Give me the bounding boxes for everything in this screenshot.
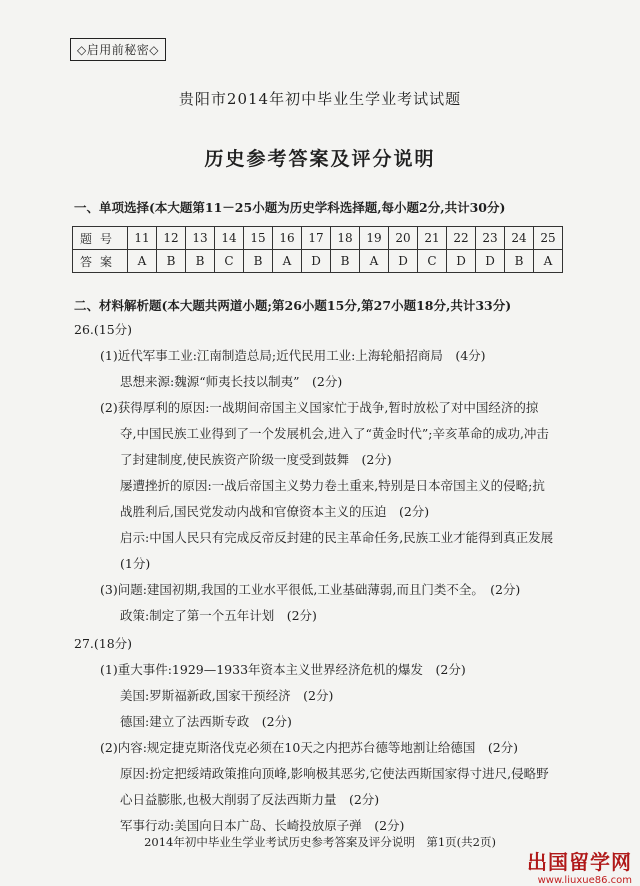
answer-cell: B [186, 250, 215, 273]
question-number-cell: 13 [186, 227, 215, 250]
question-27-number: 27.(18分) [74, 636, 133, 651]
q26-part2-line: (1分) [120, 556, 151, 571]
page-footer: 2014年初中毕业生学业考试历史参考答案及评分说明 第1页(共2页) [144, 835, 496, 849]
row-label-answer: 答案 [73, 250, 128, 273]
q27-part2-line: 军事行动:美国向日本广岛、长崎投放原子弹 (2分) [120, 818, 405, 833]
q26-part2-line: 夺,中国民族工业得到了一个发展机会,进入了“黄金时代”;辛亥革命的成功,冲击 [120, 426, 549, 441]
answer-row [73, 250, 563, 273]
answer-cell: B [244, 250, 273, 273]
answer-cell: D [476, 250, 505, 273]
row-label-number: 题号 [73, 227, 128, 250]
q27-part1-line: 美国:罗斯福新政,国家干预经济 (2分) [120, 688, 334, 703]
answer-cell: A [534, 250, 563, 273]
exam-title: 贵阳市2014年初中毕业生学业考试试题 [178, 90, 462, 108]
question-number-row [73, 227, 563, 250]
q26-part1-line: (1)近代军事工业:江南制造总局;近代民用工业:上海轮船招商局 (4分) [100, 348, 486, 363]
question-number-cell: 12 [157, 227, 186, 250]
q26-part2-line: 启示:中国人民只有完成反帝反封建的民主革命任务,民族工业才能得到真正发展 [120, 530, 554, 545]
q27-part1-line: (1)重大事件:1929—1933年资本主义世界经济危机的爆发 (2分) [100, 662, 466, 677]
answer-cell: A [128, 250, 157, 273]
answer-cell: D [389, 250, 418, 273]
question-number-cell: 21 [418, 227, 447, 250]
question-number-cell: 23 [476, 227, 505, 250]
document-title: 历史参考答案及评分说明 [204, 148, 436, 170]
question-number-cell: 15 [244, 227, 273, 250]
q27-part2-line: 心日益膨胀,也极大削弱了反法西斯力量 (2分) [120, 792, 380, 807]
answer-cell: B [331, 250, 360, 273]
confidential-label: ◇启用前秘密◇ [70, 38, 166, 61]
answer-cell: C [215, 250, 244, 273]
question-number-cell: 17 [302, 227, 331, 250]
answer-cell: C [418, 250, 447, 273]
question-number-cell: 22 [447, 227, 476, 250]
answer-cell: A [360, 250, 389, 273]
watermark-url: www.liuxue86.com [537, 875, 632, 886]
q27-part1-line: 德国:建立了法西斯专政 (2分) [120, 714, 292, 729]
section2-heading: 二、材料解析题(本大题共两道小题;第26小题15分,第27小题18分,共计33分) [74, 298, 512, 313]
question-number-cell: 16 [273, 227, 302, 250]
answer-table [72, 226, 563, 273]
question-number-cell: 25 [534, 227, 563, 250]
question-26-number: 26.(15分) [74, 322, 133, 337]
q26-part3-line: 政策:制定了第一个五年计划 (2分) [120, 608, 317, 623]
q26-part3-line: (3)问题:建国初期,我国的工业水平很低,工业基础薄弱,而且门类不全。 (2分) [100, 582, 521, 597]
question-number-cell: 11 [128, 227, 157, 250]
answer-cell: D [447, 250, 476, 273]
answer-cell: A [273, 250, 302, 273]
watermark-name: 出国留学网 [527, 850, 632, 874]
q27-part2-line: (2)内容:规定捷克斯洛伐克必须在10天之内把苏台德等地割让给德国 (2分) [100, 740, 519, 755]
site-watermark-logo [527, 846, 632, 886]
question-number-cell: 14 [215, 227, 244, 250]
question-number-cell: 20 [389, 227, 418, 250]
answer-cell: D [302, 250, 331, 273]
section1-heading: 一、单项选择(本大题第11－25小题为历史学科选择题,每小题2分,共计30分) [74, 200, 506, 215]
answer-cell: B [157, 250, 186, 273]
q26-part2-line: 了封建制度,使民族资产阶级一度受到鼓舞 (2分) [120, 452, 392, 467]
question-number-cell: 19 [360, 227, 389, 250]
question-number-cell: 18 [331, 227, 360, 250]
q26-part2-line: (2)获得厚利的原因:一战期间帝国主义国家忙于战争,暂时放松了对中国经济的掠 [100, 400, 539, 415]
q26-part1-line: 思想来源:魏源“师夷长技以制夷” (2分) [120, 374, 343, 389]
q26-part2-line: 屡遭挫折的原因:一战后帝国主义势力卷土重来,特别是日本帝国主义的侵略;抗 [120, 478, 545, 493]
q26-part2-line: 战胜利后,国民党发动内战和官僚资本主义的压迫 (2分) [120, 504, 430, 519]
question-number-cell: 24 [505, 227, 534, 250]
q27-part2-line: 原因:扮定把绥靖政策推向顶峰,影响极其恶劣,它使法西斯国家得寸进尺,侵略野 [120, 766, 549, 781]
answer-cell: B [505, 250, 534, 273]
